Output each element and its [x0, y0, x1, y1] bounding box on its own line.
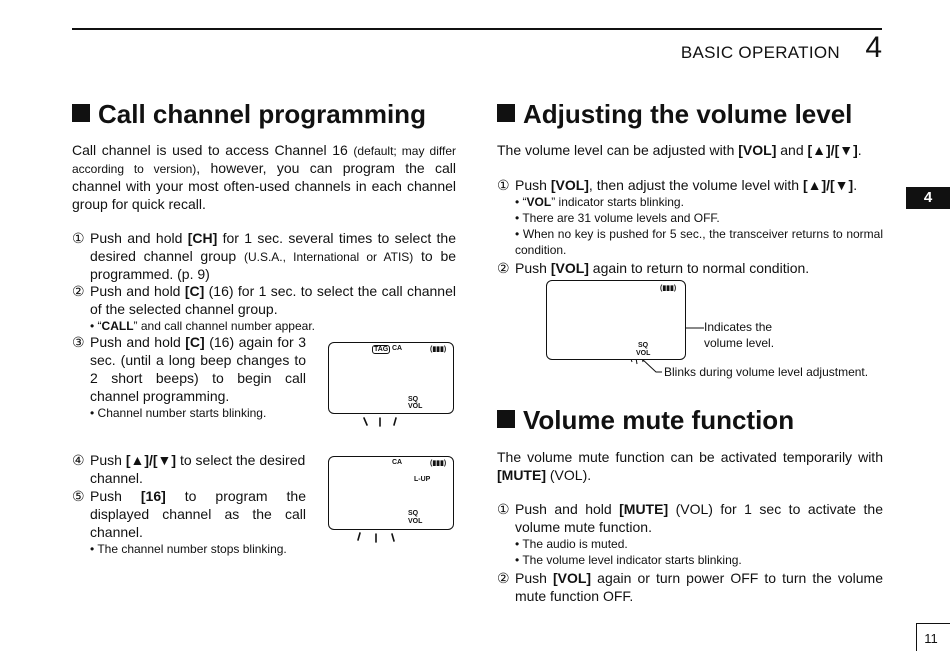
chapter-number: 4 — [865, 31, 882, 64]
call-step-2: ② Push and hold [C] (16) for 1 sec. to select the call channel of the selected channel group. • “CALL” and call channel number appear. — [72, 283, 456, 333]
lcd-volume-level — [546, 280, 706, 376]
square-bullet-icon — [497, 410, 515, 428]
volume-step-1: ① Push [VOL], then adjust the volume level with [▲]/[▼]. • “VOL” indicator starts blinking. • There are 31 volume levels and OFF. • When no key is pushed for 5 sec., the transceiver returns to normal condition. — [497, 177, 883, 257]
call-channel-intro: Call channel is used to access Channel 16 (default; may differ according to version), however, you can program the call channel with your most often-used channels in each channel group for quick recall. — [72, 142, 456, 212]
mute-intro: The volume mute function can be activated temporarily with [MUTE] (VOL). — [497, 449, 883, 483]
callout-blinks: Blinks during volume level adjustment. — [664, 365, 869, 379]
lcd-channel-16 — [328, 332, 456, 428]
mute-step-1: ① Push and hold [MUTE] (VOL) for 1 sec to activate the volume mute function. • The audio is muted. • The volume level indicator starts blinking. — [497, 501, 883, 567]
call-step-1: ① Push and hold [CH] for 1 sec. several times to select the desired channel group (U.S.A., International or ATIS) to be programmed. (p. 9) — [72, 230, 457, 282]
sq-indicator: SQ — [638, 342, 649, 349]
battery-icon: (▮▮▮) — [660, 285, 677, 292]
mute-heading: Volume mute function — [497, 405, 794, 436]
sq-indicator: SQ — [408, 510, 419, 517]
battery-icon: (▮▮▮) — [430, 460, 447, 467]
vol-indicator: VOL — [408, 403, 423, 410]
call-step-4: ④ Push [▲]/[▼] to select the desired channel. — [72, 452, 306, 486]
battery-icon: (▮▮▮) — [430, 346, 447, 353]
callout-volume-level: Indicates the volume level. — [704, 320, 775, 350]
sq-indicator: SQ — [408, 396, 419, 403]
section-title: BASIC OPERATION — [680, 43, 840, 62]
call-step-3: ③ Push and hold [C] (16) again for 3 sec. (until a long beep changes to 2 short beeps) to begin call channel programming. • Channel number starts blinking. — [72, 334, 307, 420]
page-number: 11 — [924, 631, 938, 646]
chapter-tab: 4 — [906, 187, 950, 209]
volume-step-2: ② Push [VOL] again to return to normal condition. — [497, 260, 810, 276]
mute-step-2: ② Push [VOL] again or turn power OFF to turn the volume mute function OFF. — [497, 570, 883, 604]
volume-intro: The volume level can be adjusted with [VOL] and [▲]/[▼]. — [497, 142, 862, 158]
vol-indicator: VOL — [408, 518, 423, 525]
call-indicator: CA — [392, 345, 403, 352]
square-bullet-icon — [497, 104, 515, 122]
vol-indicator: VOL — [636, 350, 651, 357]
footer-rule — [916, 623, 950, 624]
footer-rule-vertical — [916, 623, 917, 651]
volume-heading: Adjusting the volume level — [497, 99, 852, 130]
call-indicator: CA — [392, 459, 403, 466]
lup-indicator: L-UP — [414, 476, 431, 483]
lcd-channel-20 — [328, 448, 456, 548]
call-channel-heading: Call channel programming — [72, 99, 426, 130]
tag-indicator: TAG — [374, 346, 389, 353]
square-bullet-icon — [72, 104, 90, 122]
call-step-5: ⑤ Push [16] to program the displayed channel as the call channel. • The channel number stops blinking. — [72, 488, 306, 556]
header-rule — [72, 28, 882, 30]
